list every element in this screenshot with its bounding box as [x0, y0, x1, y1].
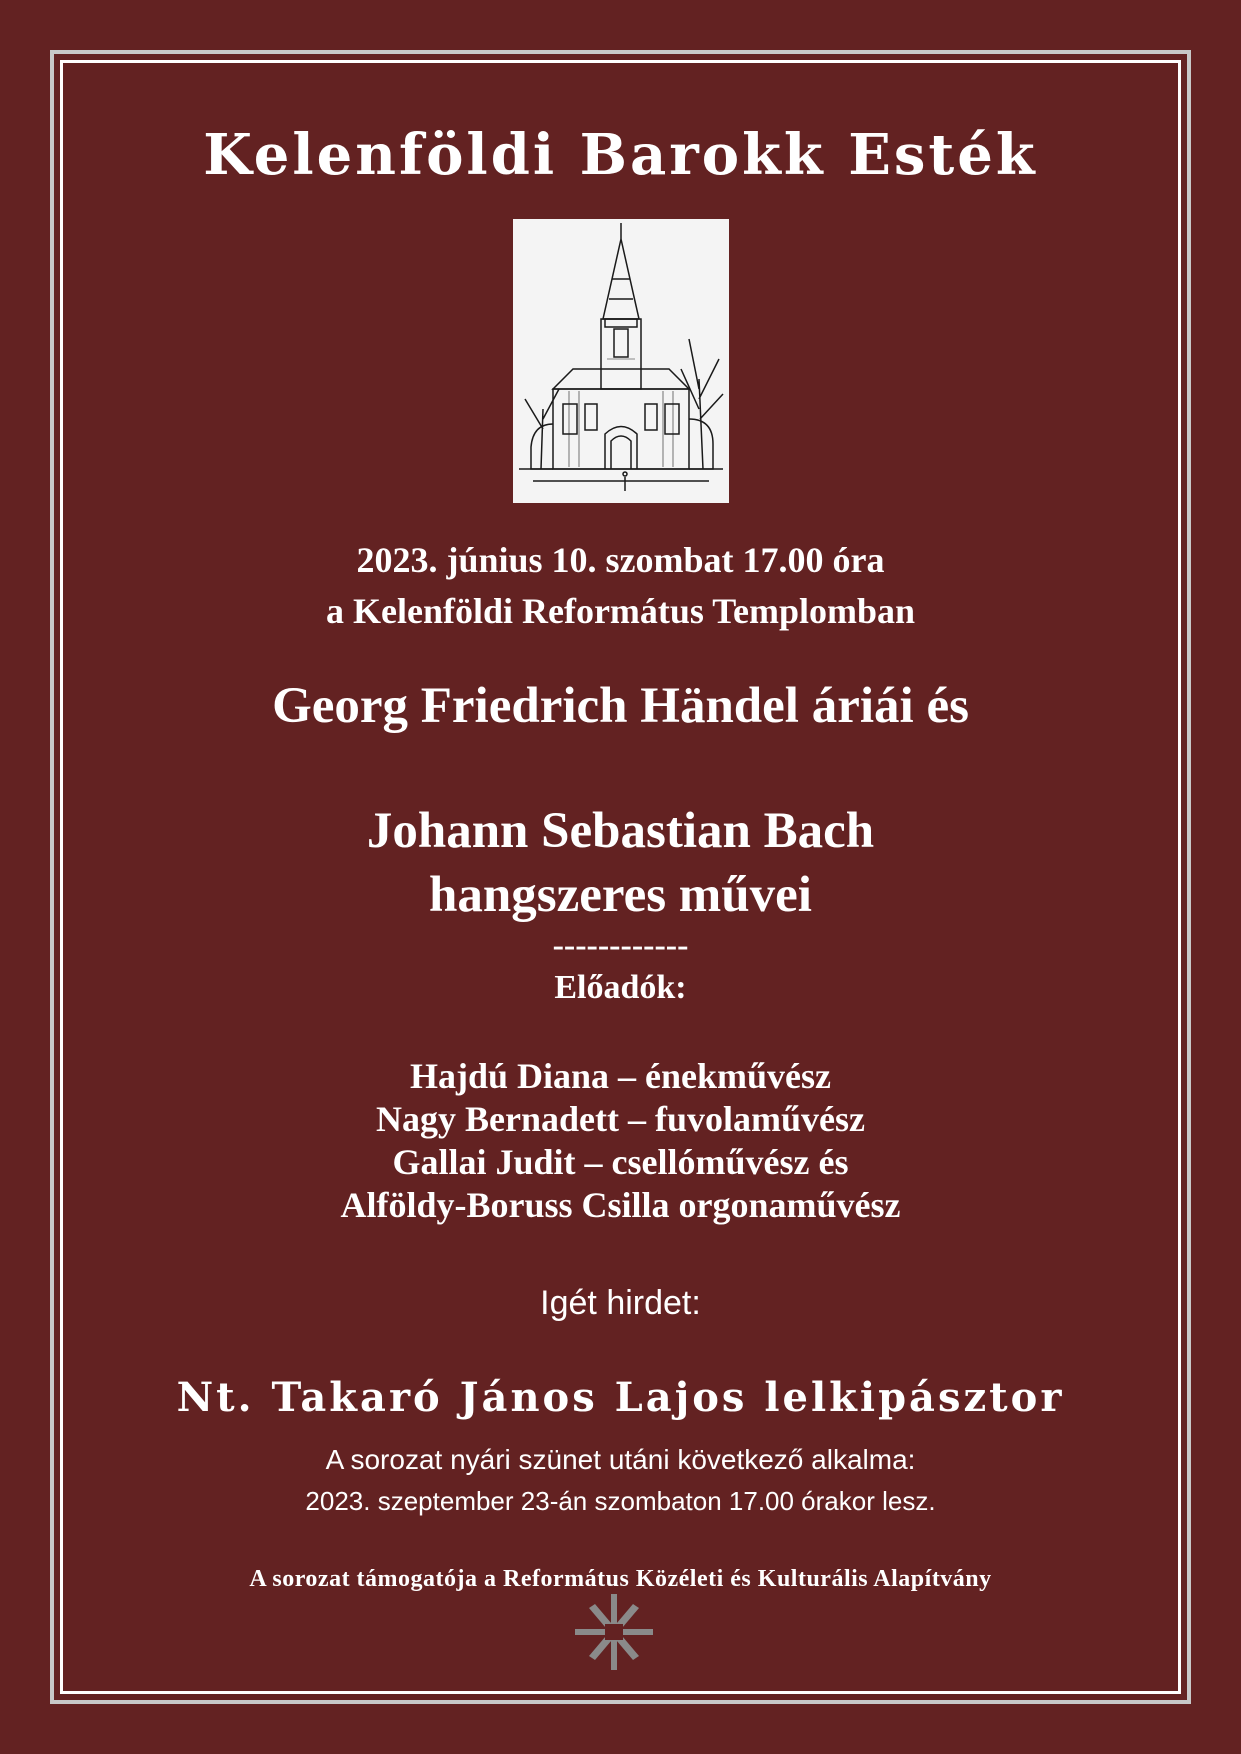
church-drawing-icon — [513, 219, 729, 503]
program-line-handel: Georg Friedrich Händel áriái és — [272, 678, 969, 734]
performer-item: Gallai Judit – csellóművész és — [392, 1142, 849, 1182]
preaching-label: Igét hirdet: — [540, 1284, 701, 1322]
event-venue: a Kelenföldi Református Templomban — [325, 591, 916, 631]
poster-title: Kelenföldi Barokk Esték — [203, 122, 1038, 188]
performer-item: Nagy Bernadett – fuvolaművész — [376, 1099, 865, 1139]
performers-heading: Előadók: — [554, 969, 687, 1006]
divider: ------------ — [552, 927, 689, 964]
next-event-line1: A sorozat nyári szünet utáni következő alkalma: — [325, 1444, 916, 1475]
sponsor-logo-icon — [575, 1594, 653, 1670]
church-illustration — [513, 219, 729, 503]
program-line-works: hangszeres művei — [429, 867, 812, 923]
performer-item: Alföldy-Boruss Csilla orgonaművész — [340, 1185, 901, 1225]
sponsor-line: A sorozat támogatója a Református Közéleti és Kulturális Alapítvány — [249, 1566, 992, 1592]
next-event-line2: 2023. szeptember 23-án szombaton 17.00 órakor lesz. — [305, 1486, 936, 1516]
event-date: 2023. június 10. szombat 17.00 óra — [356, 540, 885, 580]
program-line-bach: Johann Sebastian Bach — [366, 803, 875, 859]
preacher-name: Nt. Takaró János Lajos lelkipásztor — [176, 1374, 1065, 1421]
performer-item: Hajdú Diana – énekművész — [409, 1056, 832, 1096]
